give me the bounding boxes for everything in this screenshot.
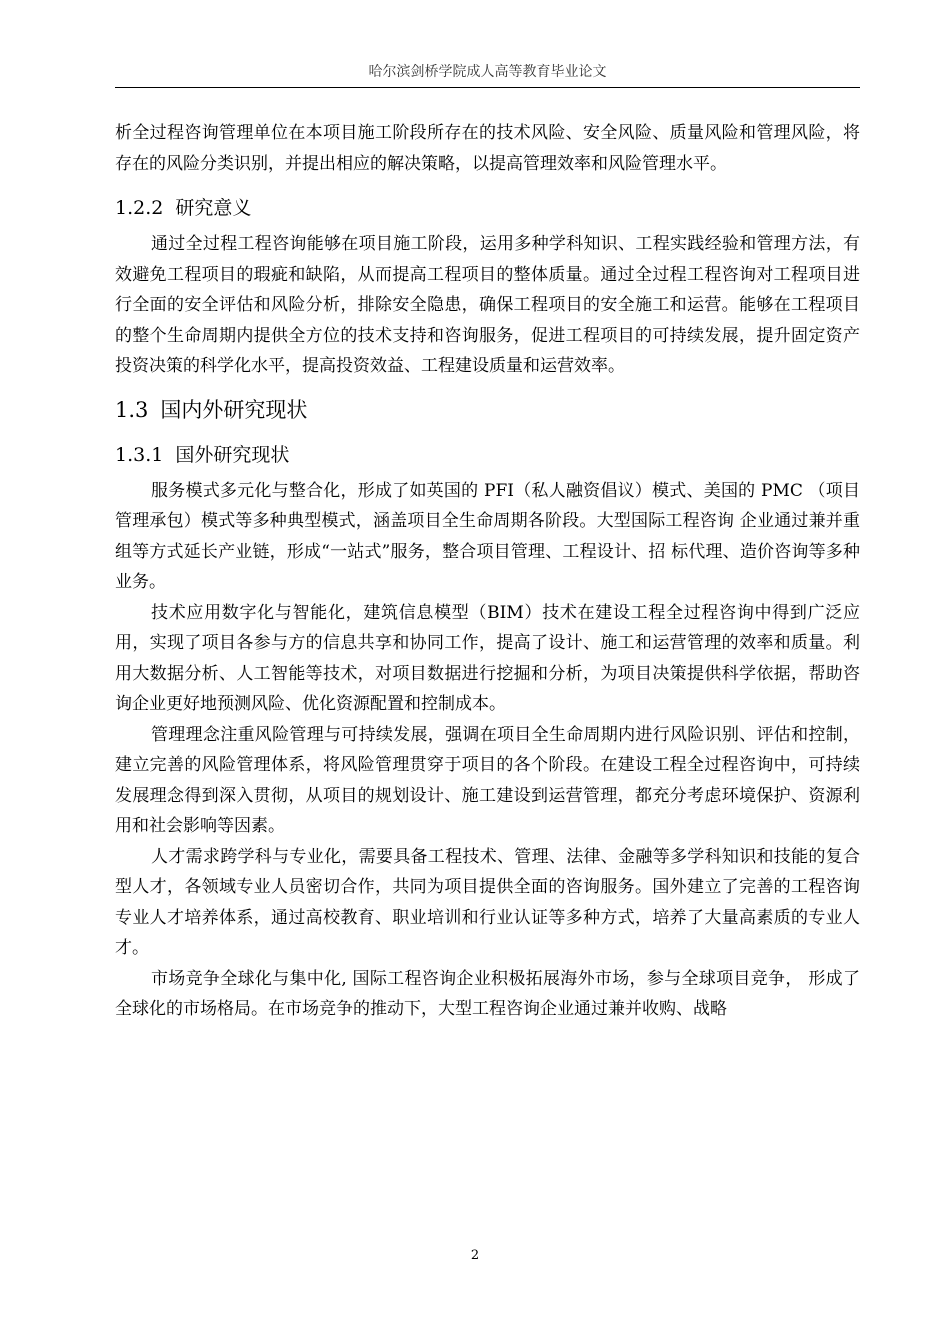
section-heading-1-3-1: [115, 440, 860, 470]
section-heading-1-3: [115, 394, 860, 426]
paragraph-intro-continuation: 析全过程咨询管理单位在本项目施工阶段所存在的技术风险、安全风险、质量风险和管理风险，将存在的风险分类识别，并提出相应的解决策略，以提高管理效率和风险管理水平。: [115, 123, 860, 174]
section-number: 1.3.1: [115, 443, 164, 466]
section-heading-1-2-2: [115, 193, 860, 223]
section-title: 国外研究现状: [175, 443, 290, 466]
section-number: 1.2.2: [115, 197, 164, 219]
paragraph-service-model: 服务模式多元化与整合化，形成了如英国的 PFI（私人融资倡议）模式、美国的 PMC （项目管理承包）模式等多种典型模式，涵盖项目全生命周期各阶段。大型国际工程咨询 企业通过兼并重组等方式延长产业链，形成“一站式”服务，整合项目管理、工程设计、招 标代理、造价咨询等多种业务。: [115, 480, 860, 592]
paragraph-technology: 技术应用数字化与智能化，建筑信息模型（BIM）技术在建设工程全过程咨询中得到广泛应用，实现了项目各参与方的信息共享和协同工作，提高了设计、施工和运营管理的效率和质量。利用大数据分析、人工智能等技术，对项目数据进行挖掘和分析，为项目决策提供科学依据，帮助咨询企业更好地预测风险、优化资源配置和控制成本。: [115, 602, 860, 714]
section-title: 研究意义: [175, 197, 252, 219]
page-number: 2: [470, 1248, 480, 1263]
page-body: [115, 118, 860, 1025]
paragraph-management: 管理理念注重风险管理与可持续发展，强调在项目全生命周期内进行风险识别、评估和控制，建立完善的风险管理体系，将风险管理贯穿于项目的各个阶段。在建设工程全过程咨询中，可持续发展理念得到深入贯彻，从项目的规划设计、施工建设到运营管理，都充分考虑环境保护、资源利用和社会影响等因素。: [115, 724, 860, 836]
paragraph-research-significance: 通过全过程工程咨询能够在项目施工阶段，运用多种学科知识、工程实践经验和管理方法，有效避免工程项目的瑕疵和缺陷，从而提高工程项目的整体质量。通过全过程工程咨询对工程项目进行全面的安全评估和风险分析，排除安全隐患，确保工程项目的安全施工和运营。能够在工程项目的整个生命周期内提供全方位的技术支持和咨询服务，促进工程项目的可持续发展，提升固定资产投资决策的科学化水平，提高投资效益、工程建设质量和运营效率。: [115, 234, 860, 376]
running-header: 哈尔滨剑桥学院成人高等教育毕业论文: [368, 64, 607, 80]
section-title: 国内外研究现状: [160, 397, 308, 422]
paragraph-talent: 人才需求跨学科与专业化，需要具备工程技术、管理、法律、金融等多学科知识和技能的复合型人才，各领域专业人员密切合作，共同为项目提供全面的咨询服务。国外建立了完善的工程咨询专业人才培养体系，通过高校教育、职业培训和行业认证等多种方式，培养了大量高素质的专业人才。: [115, 846, 860, 958]
header-rule: [115, 87, 860, 88]
section-number: 1.3: [115, 397, 149, 422]
paragraph-market: 市场竞争全球化与集中化, 国际工程咨询企业积极拓展海外市场，参与全球项目竞争， 形成了全球化的市场格局。在市场竞争的推动下，大型工程咨询企业通过兼并收购、战略: [115, 968, 860, 1019]
